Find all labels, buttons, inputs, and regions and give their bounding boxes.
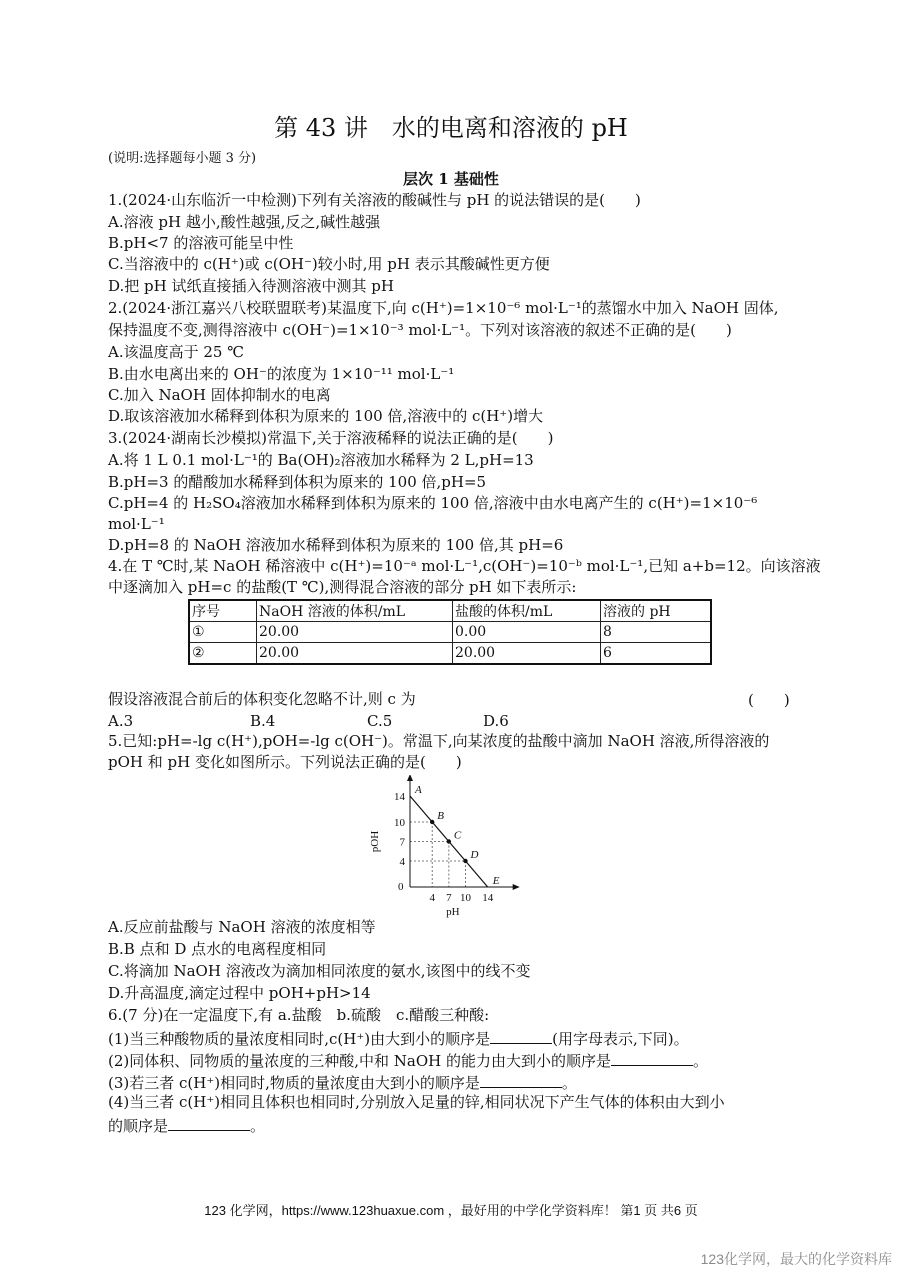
- y-tick-label: 7: [399, 836, 405, 849]
- point-label: B: [437, 810, 444, 822]
- q6-part-2: [108, 1049, 708, 1072]
- table-row: [189, 643, 711, 665]
- table-header-cell: 盐酸的体积/mL: [453, 600, 601, 622]
- q4-option-a: A.3: [108, 712, 134, 730]
- x-tick-label: 14: [482, 892, 494, 904]
- q3-option-d: D.pH=8 的 NaOH 溶液加水稀释到体积为原来的 100 倍,其 pH=6: [108, 536, 564, 554]
- q1-stem: 1.(2024·山东临沂一中检测)下列有关溶液的酸碱性与 pH 的说法错误的是( ): [108, 191, 641, 209]
- q6-part-1-text: (1)当三种酸物质的量浓度相同时,c(H⁺)由大到小的顺序是: [108, 1030, 491, 1048]
- section-heading: 层次 1 基础性: [403, 170, 499, 188]
- q6-part-4-text: 的顺序是: [108, 1117, 169, 1135]
- q1-option-b: B.pH<7 的溶液可能呈中性: [108, 234, 294, 252]
- point-label: C: [453, 829, 462, 842]
- q1-option-c: C.当溶液中的 c(H⁺)或 c(OH⁻)较小时,用 pH 表示其酸碱性更方便: [108, 255, 550, 273]
- x-tick-label: 7: [446, 892, 452, 904]
- q4-data-table: [188, 599, 712, 665]
- q1-option-a: A.溶液 pH 越小,酸性越强,反之,碱性越强: [108, 213, 381, 231]
- table-cell: 20.00: [257, 643, 453, 665]
- y-tick-label: 10: [394, 817, 405, 829]
- table-header-row: [189, 600, 711, 622]
- q2-option-a: A.该温度高于 25 ℃: [108, 343, 245, 361]
- q2-stem-2: 保持温度不变,测得溶液中 c(OH⁻)=1×10⁻³ mol·L⁻¹。下列对该溶液的叙述不正确的是( ): [108, 321, 732, 339]
- point-label: D: [470, 849, 479, 861]
- score-note: (说明:选择题每小题 3 分): [108, 151, 257, 166]
- q5-option-d: D.升高温度,滴定过程中 pOH+pH>14: [108, 984, 371, 1002]
- q3-option-b: B.pH=3 的醋酸加水稀释到体积为原来的 100 倍,pH=5: [108, 473, 487, 491]
- q5-stem-2: pOH 和 pH 变化如图所示。下列说法正确的是( ): [108, 753, 462, 771]
- q2-option-d: D.取该溶液加水稀释到体积为原来的 100 倍,溶液中的 c(H⁺)增大: [108, 407, 544, 425]
- q6-part-1: [108, 1027, 689, 1050]
- q4-stem-1: 4.在 T ℃时,某 NaOH 稀溶液中 c(H⁺)=10⁻ᵃ mol·L⁻¹,c(OH⁻)=10⁻ᵇ mol·L⁻¹,已知 a+b=12。向该溶液: [108, 557, 821, 575]
- page-footer: 123 化学网，https://www.123huaxue.com ，最好用的中学化学资料库！ 第1 页 共6 页: [204, 1203, 698, 1218]
- q5-stem-1: 5.已知:pH=-lg c(H⁺),pOH=-lg c(OH⁻)。常温下,向某浓度的盐酸中滴加 NaOH 溶液,所得溶液的: [108, 732, 770, 750]
- q6-part-4: (4)当三者 c(H⁺)相同且体积也相同时,分别放入足量的锌,相同状况下产生气体的体积由大到小: [108, 1093, 725, 1111]
- q4-stem-2: 中逐滴加入 pH=c 的盐酸(T ℃),测得混合溶液的部分 pH 如下表所示:: [108, 578, 577, 596]
- q6-part-3-text: (3)若三者 c(H⁺)相同时,物质的量浓度由大到小的顺序是: [108, 1074, 480, 1092]
- origin-label: 0: [398, 881, 404, 893]
- q4-option-d: D.6: [483, 712, 509, 730]
- q6-stem: 6.(7 分)在一定温度下,有 a.盐酸 b.硫酸 c.醋酸三种酸:: [108, 1006, 490, 1024]
- data-point: [463, 859, 467, 863]
- data-point: [430, 820, 434, 824]
- answer-blank[interactable]: [480, 1071, 562, 1088]
- q4-option-b: B.4: [250, 712, 276, 730]
- q3-option-a: A.将 1 L 0.1 mol·L⁻¹的 Ba(OH)₂溶液加水稀释为 2 L,pH=13: [108, 451, 534, 469]
- table-cell: 20.00: [453, 643, 601, 665]
- table-cell: 0.00: [453, 622, 601, 643]
- q3-stem: 3.(2024·湖南长沙模拟)常温下,关于溶液稀释的说法正确的是( ): [108, 429, 554, 447]
- q5-pOH-pH-chart: [360, 775, 550, 920]
- y-axis-label: pOH: [369, 830, 381, 853]
- y-axis-arrow: [407, 775, 413, 781]
- table-cell: ②: [189, 643, 257, 665]
- page-title: 第 43 讲 水的电离和溶液的 pH: [274, 114, 628, 142]
- q6-part-1-note: (用字母表示,下同)。: [552, 1030, 689, 1048]
- end-mark: 。: [561, 1074, 577, 1092]
- q3-option-c: C.pH=4 的 H₂SO₄溶液加水稀释到体积为原来的 100 倍,溶液中由水电离产生的 c(H⁺)=1×10⁻⁶: [108, 494, 758, 512]
- q5-option-a: A.反应前盐酸与 NaOH 溶液的浓度相等: [108, 918, 376, 936]
- x-axis-arrow: [513, 884, 520, 890]
- q6-part-3: [108, 1071, 577, 1094]
- table-header-cell: 序号: [189, 600, 257, 622]
- answer-blank[interactable]: [490, 1027, 552, 1044]
- q5-option-b: B.B 点和 D 点水的电离程度相同: [108, 940, 327, 958]
- answer-blank[interactable]: [168, 1114, 250, 1131]
- table-header-cell: NaOH 溶液的体积/mL: [257, 600, 453, 622]
- point-label: A: [415, 784, 422, 796]
- q2-option-b: B.由水电离出来的 OH⁻的浓度为 1×10⁻¹¹ mol·L⁻¹: [108, 365, 455, 383]
- end-mark: 。: [250, 1117, 266, 1135]
- table-header-cell: 溶液的 pH: [601, 600, 712, 622]
- data-point: [447, 839, 451, 843]
- q4-condition: 假设溶液混合前后的体积变化忽略不计,则 c 为: [108, 690, 416, 708]
- q4-answer-paren: ( ): [748, 691, 790, 709]
- point-label: E: [492, 875, 500, 887]
- y-tick-label: 14: [394, 791, 405, 803]
- x-axis-label: pH: [446, 906, 460, 918]
- table-cell: ①: [189, 622, 257, 643]
- q1-option-d: D.把 pH 试纸直接插入待测溶液中测其 pH: [108, 277, 394, 295]
- table-cell: 6: [601, 643, 712, 665]
- q2-stem-1: 2.(2024·浙江嘉兴八校联盟联考)某温度下,向 c(H⁺)=1×10⁻⁶ mol·L⁻¹的蒸馏水中加入 NaOH 固体,: [108, 299, 779, 317]
- table-row: [189, 622, 711, 643]
- table-cell: 8: [601, 622, 712, 643]
- y-tick-label: 4: [399, 856, 405, 868]
- answer-blank[interactable]: [611, 1049, 693, 1066]
- q5-option-c: C.将滴加 NaOH 溶液改为滴加相同浓度的氨水,该图中的线不变: [108, 962, 531, 980]
- q6-part-4-cont: [108, 1114, 265, 1137]
- q3-option-c-cont: mol·L⁻¹: [108, 515, 165, 533]
- x-tick-label: 4: [429, 892, 435, 904]
- q4-option-c: C.5: [367, 712, 393, 730]
- table-cell: 20.00: [257, 622, 453, 643]
- x-tick-label: 10: [460, 892, 471, 904]
- q2-option-c: C.加入 NaOH 固体抑制水的电离: [108, 386, 331, 404]
- q6-part-2-text: (2)同体积、同物质的量浓度的三种酸,中和 NaOH 的能力由大到小的顺序是: [108, 1052, 612, 1070]
- site-watermark: 123化学网，最大的化学资料库: [700, 1251, 892, 1267]
- end-mark: 。: [693, 1052, 709, 1070]
